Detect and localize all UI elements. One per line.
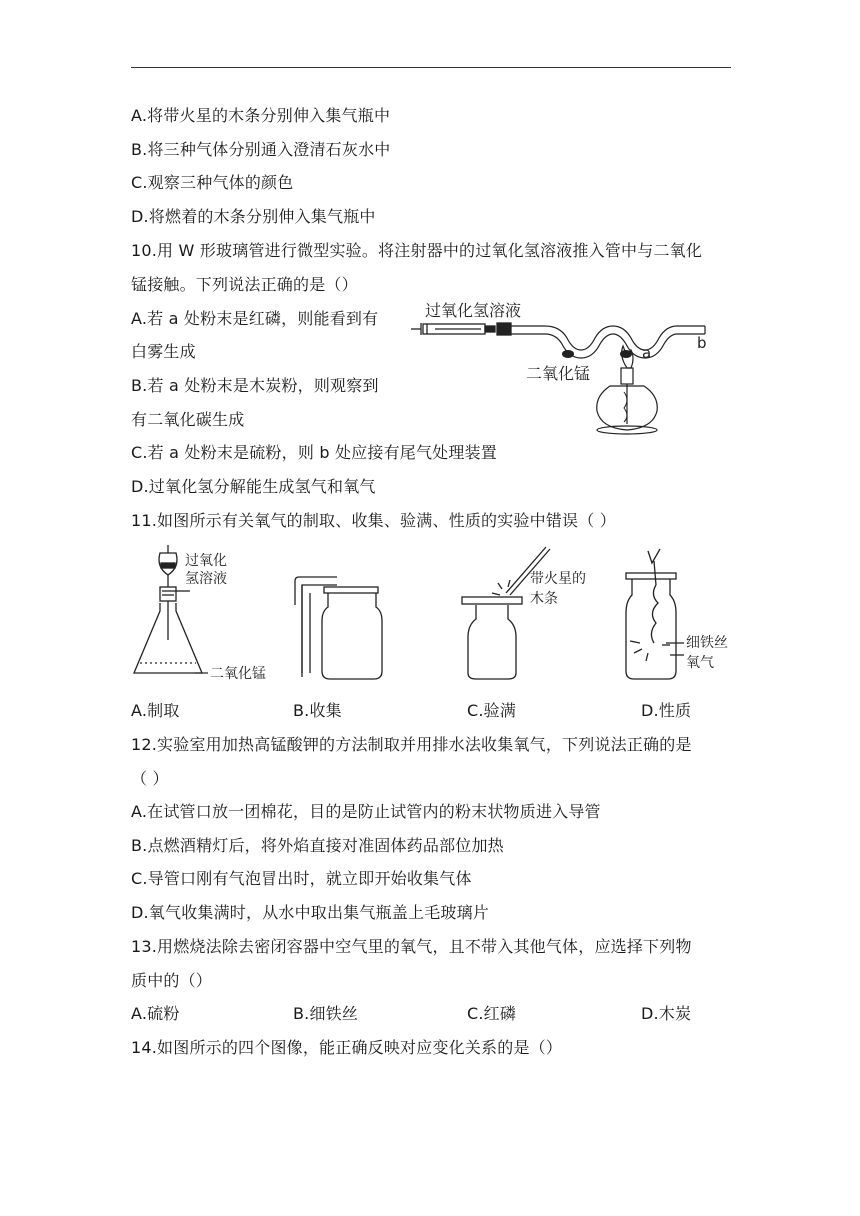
- q13-option-d: D.木炭: [641, 1004, 692, 1023]
- q10-option-b-line2: 有二氧化碳生成: [131, 410, 245, 429]
- q9-option-a: A.将带火星的木条分别伸入集气瓶中: [131, 106, 391, 125]
- label-b: b: [697, 334, 707, 352]
- q13-option-b: B.细铁丝: [293, 1004, 359, 1023]
- q13-option-c: C.红磷: [467, 1004, 517, 1023]
- q12-option-d: D.氧气收集满时，从水中取出集气瓶盖上毛玻璃片: [131, 903, 490, 922]
- label-a: a: [642, 344, 652, 362]
- syringe: [411, 323, 511, 335]
- apparatus-collection-bottle: [295, 577, 382, 679]
- apparatus-iron-wire: [626, 549, 684, 679]
- q12-stem-line1: 12.实验室用加热高锰酸钾的方法制取并用排水法收集氧气，下列说法正确的是: [131, 735, 692, 754]
- label-solution-2: 氢溶液: [185, 571, 227, 587]
- q12-option-c: C.导管口刚有气泡冒出时，就立即开始收集气体: [131, 869, 472, 888]
- q11-option-c: C.验满: [467, 701, 517, 720]
- q12-option-a: A.在试管口放一团棉花，目的是防止试管内的粉末状物质进入导管: [131, 802, 601, 821]
- q10-option-a-line2: 白雾生成: [131, 342, 196, 361]
- q10-stem-line2: 锰接触。下列说法正确的是（）: [131, 275, 358, 294]
- label-catalyst: 二氧化锰: [526, 364, 591, 383]
- alcohol-lamp: [597, 368, 657, 434]
- label-solution-1: 过氧化: [185, 553, 227, 569]
- q10-option-a-line1: A.若 a 处粉末是红磷，则能看到有: [131, 309, 379, 328]
- q11-stem: 11.如图所示有关氧气的制取、收集、验满、性质的实验中错误（ ）: [131, 511, 616, 530]
- header-rule: [131, 67, 731, 68]
- q10-option-c: C.若 a 处粉末是硫粉，则 b 处应接有尾气处理装置: [131, 443, 497, 462]
- q10-option-d: D.过氧化氢分解能生成氢气和氧气: [131, 477, 376, 496]
- q9-option-b: B.将三种气体分别通入澄清石灰水中: [131, 140, 391, 159]
- q13-option-a: A.硫粉: [131, 1004, 180, 1023]
- q11-apparatus-figure: [130, 545, 730, 690]
- apparatus-splint-test: [462, 547, 550, 679]
- label-oxygen: 氧气: [686, 655, 714, 671]
- q13-stem-line2: 质中的（）: [131, 971, 213, 990]
- q12-option-b: B.点燃酒精灯后，将外焰直接对准固体药品部位加热: [131, 836, 504, 855]
- q9-option-d: D.将燃着的木条分别伸入集气瓶中: [131, 207, 376, 226]
- q11-option-d: D.性质: [641, 701, 692, 720]
- q14-stem: 14.如图所示的四个图像，能正确反映对应变化关系的是（）: [131, 1038, 563, 1057]
- w-tube: [511, 326, 705, 358]
- q13-stem-line1: 13.用燃烧法除去密闭容器中空气里的氧气，且不带入其他气体，应选择下列物: [131, 937, 692, 956]
- q11-option-b: B.收集: [293, 701, 342, 720]
- q9-option-c: C.观察三种气体的颜色: [131, 173, 294, 192]
- q10-option-b-line1: B.若 a 处粉末是木炭粉，则观察到: [131, 376, 379, 395]
- label-catalyst-a: 二氧化锰: [210, 666, 266, 682]
- q12-stem-line2: （ ）: [131, 769, 169, 788]
- w-tube-figure: [405, 296, 720, 446]
- label-splint-2: 木条: [530, 591, 558, 607]
- label-wire: 细铁丝: [686, 635, 728, 651]
- label-splint-1: 带火星的: [530, 571, 586, 587]
- mno2-powder: [562, 350, 574, 358]
- label-solution: 过氧化氢溶液: [425, 301, 522, 320]
- q10-stem-line1: 10.用 W 形玻璃管进行微型实验。将注射器中的过氧化氢溶液推入管中与二氧化: [131, 241, 703, 260]
- q11-option-a: A.制取: [131, 701, 180, 720]
